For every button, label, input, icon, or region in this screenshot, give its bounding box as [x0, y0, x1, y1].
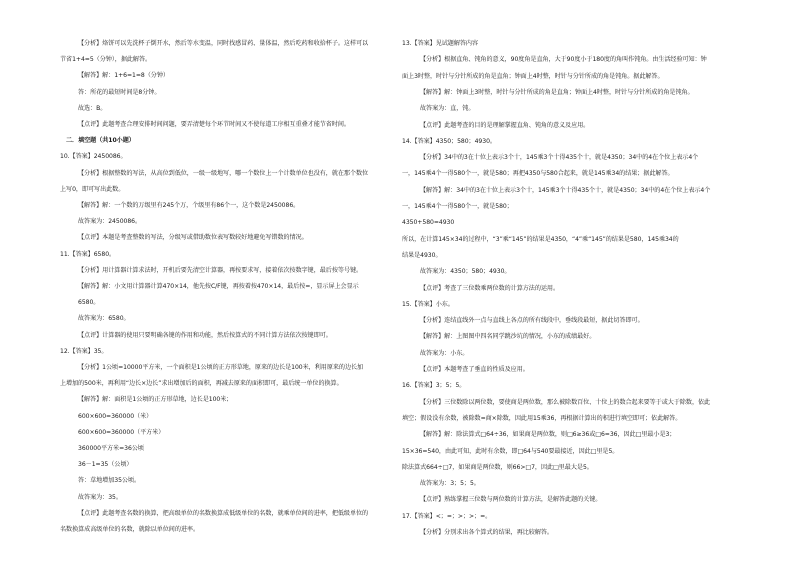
text-line: 11.【答案】6580。	[60, 250, 116, 258]
text-line: 600×600=360000（平方米）	[78, 428, 165, 436]
text-line: 【解答】解：上图图中四名同学跳沙坑的情况，小东的成绩最好。	[420, 333, 596, 341]
text-line: 【点评】本题是考查整数的写法，分级写或借助数位表写数较好地避免写错数的情况。	[78, 234, 308, 242]
text-line: 【分析】三位数除以两位数，要使商是两位数，那么被除数百位、十位上的数合起来要等于或大于除数，依此	[420, 398, 711, 406]
text-line: 【点评】熟练掌握三位数与两位数的计算方法，是解答此题的关键。	[420, 496, 602, 504]
text-line: 节省1+4=5（分钟），据此解答。	[60, 56, 152, 64]
text-line: 【分析】连结直线外一点与直线上各点的所有线段中，垂线段最短，据此切答即可。	[420, 317, 644, 325]
text-line: 14.【答案】4350；580；4930。	[402, 137, 496, 145]
text-line: 【点评】考查了三位数乘两位数的计算方法的运用。	[420, 284, 560, 292]
text-line: 故答案为：直，钝。	[420, 105, 475, 113]
text-line: 15×36=540，由此可知，此时有余数，即□64与540要最接近，因此□里是5。	[402, 447, 619, 455]
text-line: 答：所花的最短时间是8分钟。	[78, 88, 161, 96]
text-line: 【分析】根据整数的写法，从高位到低位，一级一级地写，哪一个数位上一个计数单位也没有，就在那个数位	[78, 169, 369, 177]
text-line: 【点评】此题考查合理安排时间问题，要弄清楚每个环节时间又不使每道工序相互重叠才能节省时间。	[78, 121, 350, 128]
text-line: 6580。	[78, 299, 100, 307]
text-line: 面上3时整，时针与分针所成的角是直角；钟面上4时整，时针与分针所成的角是钝角。据此解答。	[402, 72, 664, 80]
text-line: 【解答】解：面积是1公顷的正方形草地，边长是100米；	[78, 396, 233, 404]
text-line: 故答案为：2450086。	[78, 218, 142, 226]
text-line: 上写0，即可写出此数。	[60, 185, 125, 193]
text-line: 故答案为：4350；580；4930。	[420, 268, 511, 276]
text-line: 故答案为：小东。	[420, 349, 469, 357]
text-line: 二．填空题（共10小题）	[66, 137, 135, 145]
text-line: 13.【答案】见试题解答内容	[402, 40, 479, 47]
text-line: 结果是4930。	[402, 251, 442, 259]
text-line: 【解答】解：34中的3在十位上表示3个十，145乘3个十得435个十，就是4350；34中的4在个位上表示4个	[420, 186, 711, 194]
text-line: 12.【答案】35。	[60, 347, 108, 355]
text-line: 【解答】解：钟面上3时整，时针与分针所成的角是直角；钟面上4时整，时针与分针所成的角是钝角。	[420, 88, 694, 96]
text-line: 【点评】计算器的使用只要明确各键的作用和功能，然后按算式的不同计算方法依次按键即可。	[78, 331, 332, 339]
text-line: 故答案为：3；5；5。	[420, 480, 480, 488]
text-line: 【点评】此题考查的目的是理解掌握直角、钝角的意义及应用。	[420, 121, 590, 129]
text-line: 600×600=360000（米）	[78, 412, 153, 420]
text-line: 故答案为：35。	[78, 493, 122, 501]
text-line: 故答案为：6580。	[78, 315, 130, 323]
text-line: 填空；假设没有余数，被除数=商×除数，因此用15乘36，再根据计算出的积进行填空即可；依此解答。	[402, 414, 682, 422]
text-line: 【分析】分别求出各个算式的结果，再比较解答。	[420, 529, 553, 536]
text-line: 36－1=35（公顷）	[78, 461, 133, 469]
text-line: 【解答】解：除法算式□64÷36，如果商是两位数，则□6≥36或□6=36，因此□里最小是3；	[420, 431, 676, 439]
text-line: 故选：B。	[78, 104, 107, 112]
text-line: 15.【答案】小东。	[402, 300, 454, 308]
text-line: 【解答】解：小文用计算器计算470×14，他先按C/F键，再按着按470×14，最后按=，显示屏上会显示	[78, 283, 359, 290]
text-line: 【分析】34中的3在十位上表示3个十，145乘3个十得435个十，就是4350；34中的4在个位上表示4个	[420, 154, 699, 162]
text-line: 【点评】本题考查了垂直的性质及应用。	[420, 366, 529, 373]
text-line: 【分析】用计算器计算求法时，开机后要先清空计算器，再按要求写，接着依次按数字键，最后按等号键。	[78, 266, 363, 274]
text-line: 10.【答案】2450086。	[60, 153, 127, 161]
text-line: 【分析】1公顷=10000平方米，一个面积是1公顷的正方形草地，原来的边长是100米，利用原来的边长加	[78, 364, 364, 371]
text-line: 除法算式664÷□7，如果商是两位数，则66>□7，因此□里最大是5。	[402, 463, 593, 471]
text-line: 360000平方米=36公顷	[78, 445, 144, 452]
text-line: 16.【答案】3；5；5。	[402, 382, 466, 390]
text-line: 【分析】根据直角、钝角的意义，90度角是直角，大于90度小于180度的角叫作钝角。由生活经验可知：钟	[420, 56, 707, 64]
text-line: 名数换算成高级单位的名数，就除以单位间的进率。	[60, 526, 200, 533]
text-line: 上增加的500米，再利用“边长×边长”求出增加后的面积，再减去原来的面积即可，最后统一单位的换算。	[60, 380, 343, 388]
text-line: 一，145乘4个一得580个一，就是580；	[402, 203, 513, 210]
text-line: 一，145乘4个一得580个一，就是580；再把4350与580合起来，就是145乘34的结果；据此解答。	[402, 170, 674, 178]
text-line: 【点评】此题考查名数的换算，把高级单位的名数换算成低级单位的名数，就乘单位间的进率，把低级单位的	[78, 509, 369, 517]
text-line: 【分析】烙饼可以先洗杯子倒开水，然后等水变温，同时找感冒药、量体温，然后吃药和收拾杯子。这样可以	[78, 40, 369, 47]
text-line: 所以，在计算145×34的过程中，“3”乘“145”的结果是4350，“4”乘“145”的结果是580，145乘34的	[402, 235, 679, 243]
text-line: 4350+580=4930	[402, 219, 455, 227]
text-line: 答：草地增加35公顷。	[78, 477, 141, 485]
text-line: 【解答】解：一个数的万级里有245个万，个级里有86个一，这个数是2450086。	[78, 202, 300, 209]
text-line: 【解答】解：1+6=1=8（分钟）	[78, 72, 169, 80]
text-line: 17.【答案】<；=；>；>；=。	[402, 512, 492, 520]
